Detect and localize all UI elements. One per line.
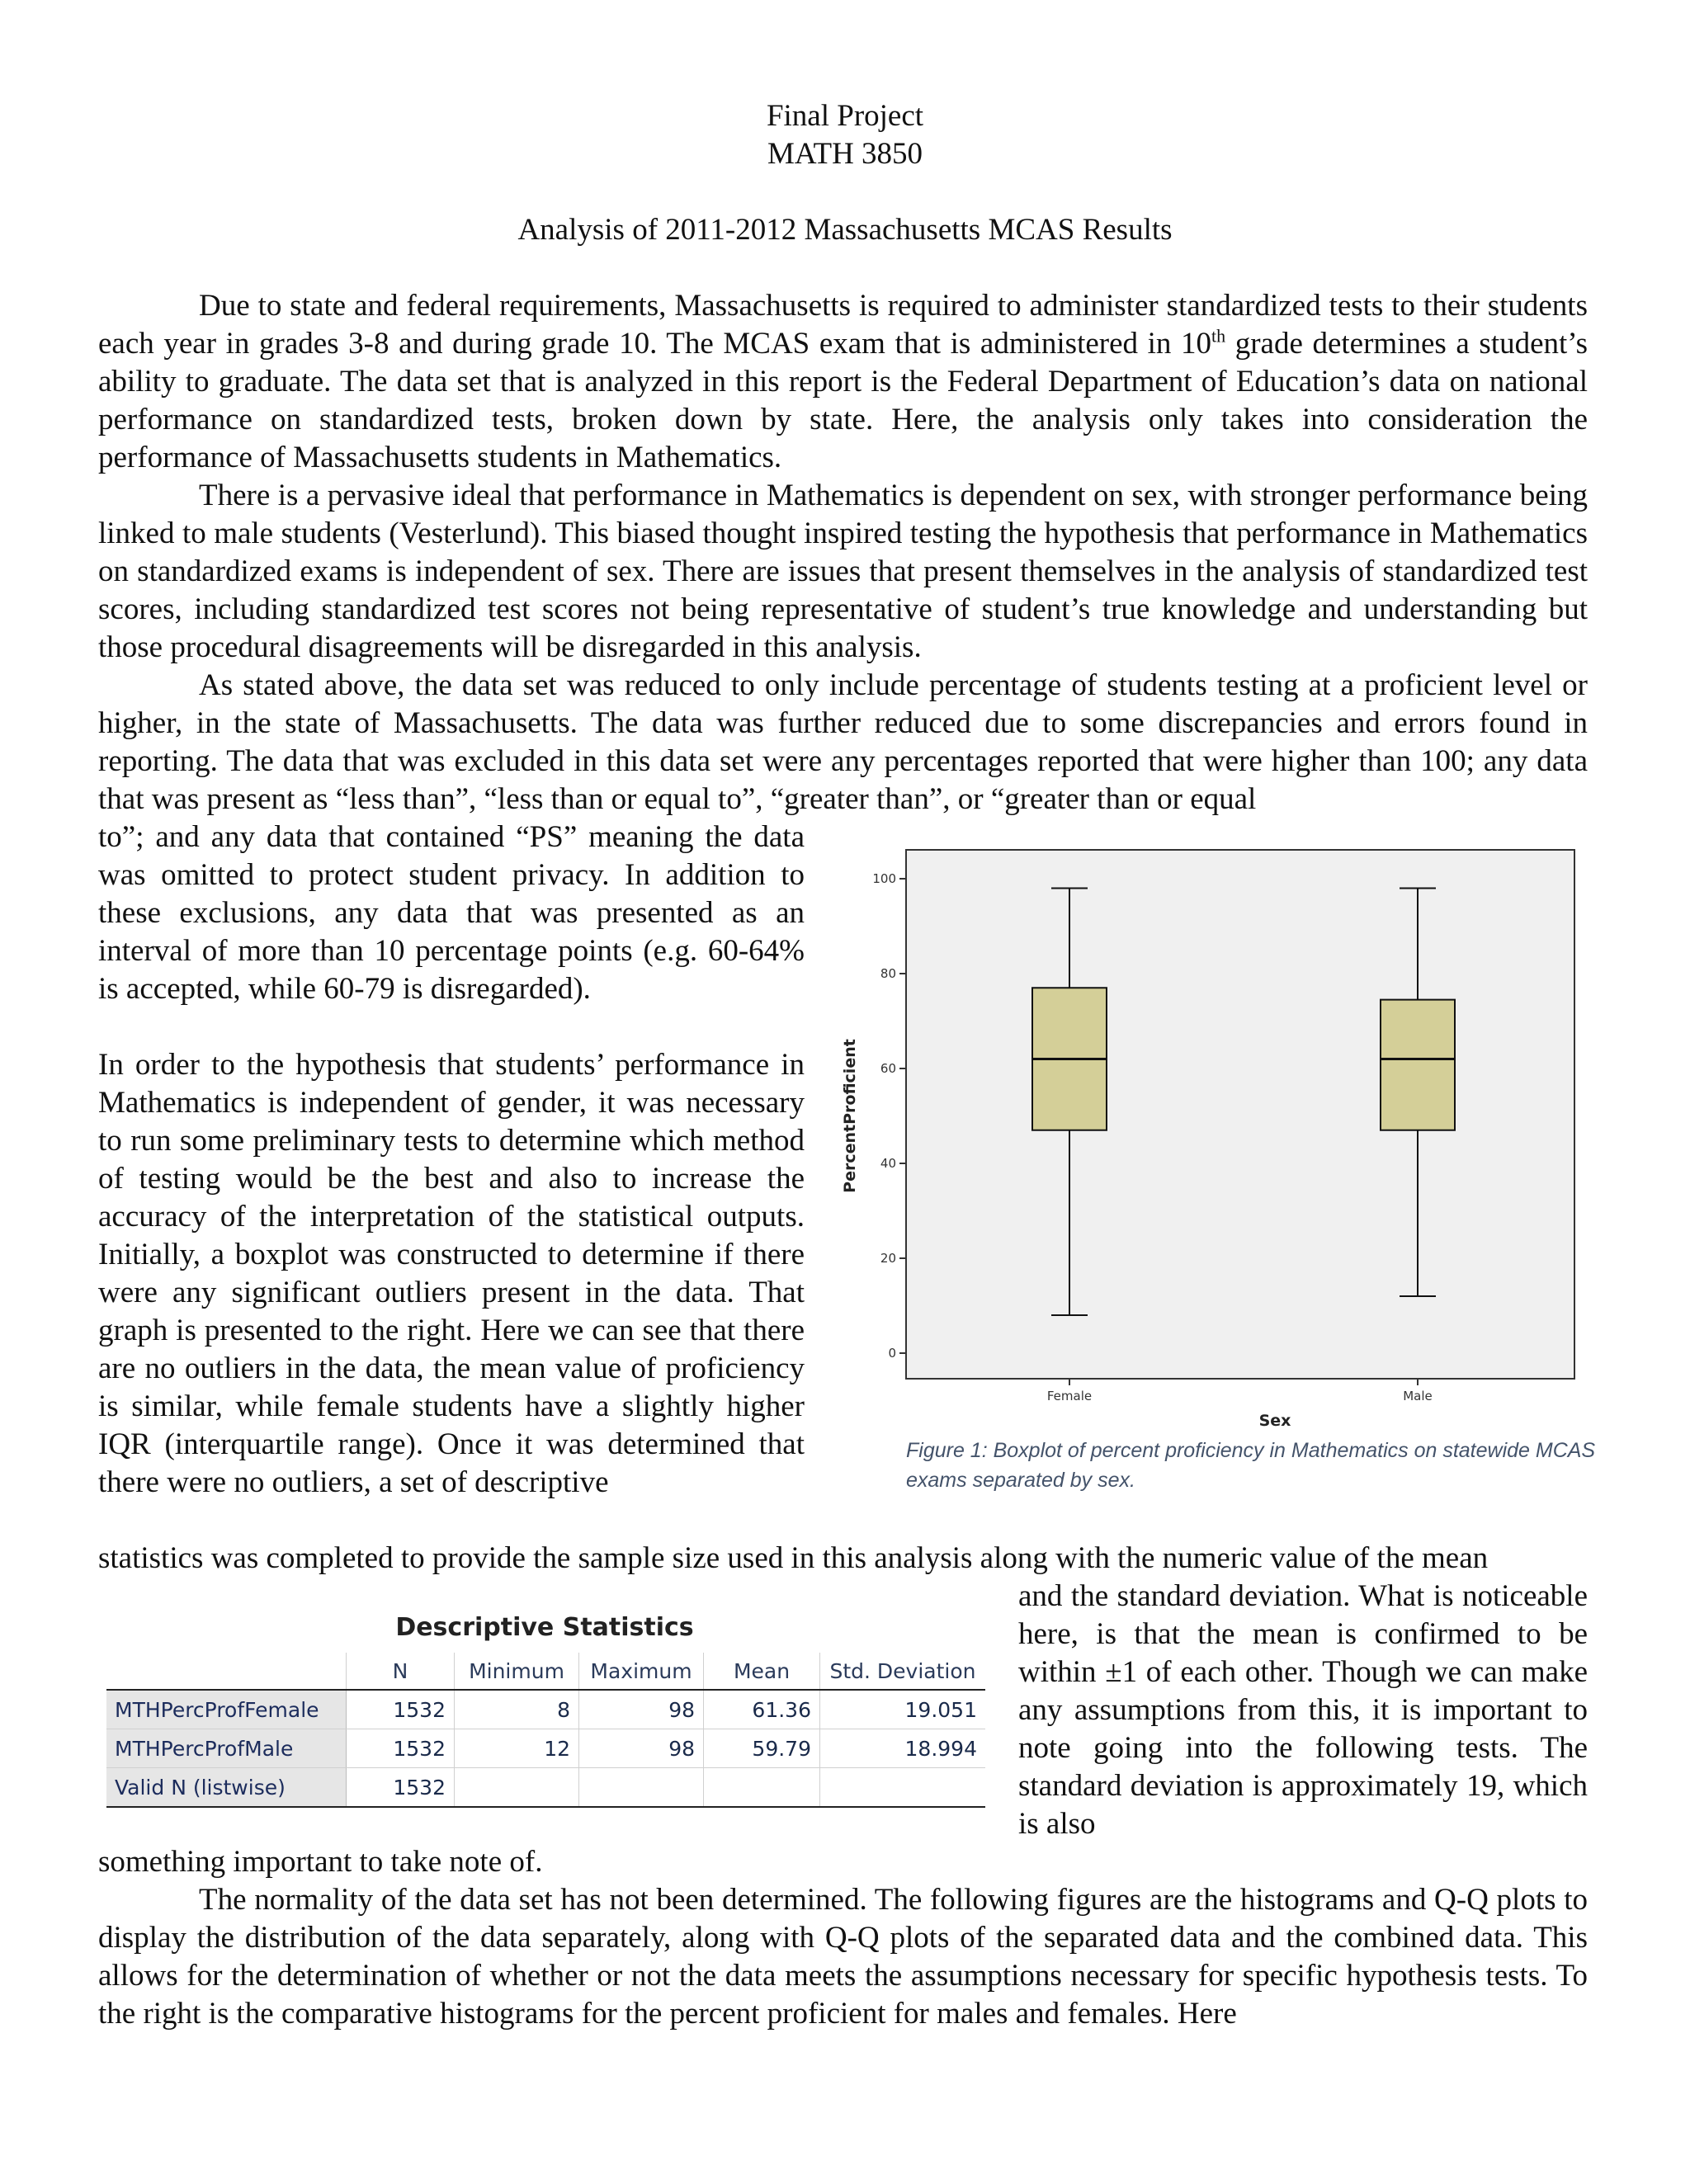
table-row — [106, 1690, 985, 1729]
x-axis-label: Sex — [1258, 1412, 1291, 1430]
table-cell: 61.36 — [704, 1690, 820, 1729]
x-tick-label-female: Female — [1046, 1389, 1093, 1403]
table-header-cell — [106, 1653, 347, 1690]
table-header-cell: Minimum — [455, 1653, 579, 1690]
table-cell: 19.051 — [820, 1690, 986, 1729]
box-male — [1381, 1000, 1455, 1130]
table-cell — [820, 1768, 986, 1808]
paragraph-4-right-column: and the standard deviation. What is noticeable here, is that the mean is confirmed to be within ±1 of each other. Though we can make any assumptions from this, it is important to note going into the following tests. The standard deviation is approximately 19, which is also — [1018, 1579, 1588, 1841]
table-header-row — [106, 1653, 985, 1690]
table-cell — [455, 1768, 579, 1808]
y-tick-label: 100 — [872, 871, 896, 886]
paragraph-1-text-a: Due to state and federal requirements, Massachusetts is required to administer standardized tests to their students each year in grades 3-8 and during grade 10. The MCAS exam that is administered in 10 — [98, 289, 1588, 361]
table-cell: 59.79 — [704, 1729, 820, 1768]
paragraph-2-text: There is a pervasive ideal that performance in Mathematics is dependent on sex, with stronger performance being linked to male students (Vesterlund). This biased thought inspired testing the hypothesis that performance in Mathematics on standardized exams is independent of sex. There are issues that present themselves in the analysis of standardized test scores, including standardized test scores not being representative of student’s true knowledge and understanding but those procedural disagreements will be disregarded in this analysis. — [98, 479, 1588, 664]
x-tick-label-male: Male — [1403, 1389, 1433, 1403]
paragraph-5 — [98, 1881, 1588, 2033]
paragraph-4-continued: statistics was completed to provide the sample size used in this analysis along with the numeric value of the mean — [98, 1541, 1489, 1575]
table-header-cell: Maximum — [579, 1653, 704, 1690]
table-cell: 1532 — [347, 1768, 455, 1808]
table-cell: 8 — [455, 1690, 579, 1729]
table-row-label: MTHPercProfMale — [106, 1729, 347, 1768]
report-title: Analysis of 2011-2012 Massachusetts MCAS Results — [517, 213, 1173, 247]
paragraph-4 — [98, 1046, 805, 1502]
paragraph-4-text: In order to the hypothesis that students’ performance in Mathematics is independent of gender, it was necessary to run some preliminary tests to determine which method of testing would be the best and also to increase the accuracy of the interpretation of the statistical outputs. Initially, a boxplot was constructed to determine if there were any significant outliers present in the data. That graph is presented to the right. Here we can see that there are no outliers in the data, the mean value of proficiency is similar, while female students have a slightly higher IQR (interquartile range). Once it was determined that there were no outliers, a set of descriptive — [98, 1048, 805, 1499]
paragraph-5-text: The normality of the data set has not been determined. The following figures are the histograms and Q-Q plots to display the distribution of the data separately, along with Q-Q plots of the separated data and the combined data. This allows for the determination of whether or not the data meets the assumptions necessary for specific hypothesis tests. To the right is the comparative histograms for the percent proficient for males and females. Here — [98, 1883, 1588, 2031]
y-tick-label: 40 — [880, 1156, 896, 1171]
y-tick-label: 0 — [888, 1346, 896, 1361]
table-row-label: Valid N (listwise) — [106, 1768, 347, 1808]
paragraph-2 — [98, 477, 1588, 667]
figure-caption: Figure 1: Boxplot of percent proficiency in Mathematics on statewide MCAS exams separated by sex. — [906, 1439, 1596, 1492]
paragraph-1 — [98, 287, 1588, 477]
y-tick-label: 60 — [880, 1061, 896, 1076]
table-cell: 1532 — [347, 1690, 455, 1729]
y-axis-label: PercentProficient — [841, 1039, 859, 1193]
paragraph-3-continued: to”; and any data that contained “PS” meaning the data was omitted to protect student privacy. In addition to these exclusions, any data that was presented as an interval of more than 10 percentage points (e.g. 60-64% is accepted, while 60-79 is disregarded). — [98, 820, 805, 1006]
paragraph-3 — [98, 667, 1588, 818]
table-cell: 98 — [579, 1729, 704, 1768]
table-header-cell: N — [347, 1653, 455, 1690]
y-tick-label: 20 — [880, 1251, 896, 1266]
paragraph-3-text: As stated above, the data set was reduced to only include percentage of students testing at a proficient level or higher, in the state of Massachusetts. The data was further reduced due to some discrepancies and errors found in reporting. The data that was excluded in this data set were any percentages reported that were higher than 100; any data that was present as “less than”, “less than or equal to”, “greater than”, or “greater than or equal — [98, 668, 1588, 816]
paragraph-4-end: something important to take note of. — [98, 1845, 543, 1879]
table-row — [106, 1768, 985, 1808]
header-line-2: MATH 3850 — [767, 137, 923, 171]
descriptive-statistics-title: Descriptive Statistics — [395, 1613, 694, 1642]
table-cell: 98 — [579, 1690, 704, 1729]
table-cell: 12 — [455, 1729, 579, 1768]
superscript-th: th — [1211, 325, 1226, 347]
boxplot-figure — [832, 840, 1588, 1434]
y-tick-label: 80 — [880, 966, 896, 981]
header-line-1: Final Project — [766, 99, 924, 133]
descriptive-statistics-table — [106, 1653, 985, 1808]
table-row — [106, 1729, 985, 1768]
table-cell: 18.994 — [820, 1729, 986, 1768]
table-header-cell: Mean — [704, 1653, 820, 1690]
table-cell — [704, 1768, 820, 1808]
table-header-cell: Std. Deviation — [820, 1653, 986, 1690]
plot-area — [906, 850, 1574, 1379]
table-cell — [579, 1768, 704, 1808]
table-row-label: MTHPercProfFemale — [106, 1690, 347, 1729]
table-cell: 1532 — [347, 1729, 455, 1768]
paragraph-1-text-b: grade determines a student’s ability to graduate. The data set that is analyzed in this report is the Federal Department of Education’s data on national performance on standardized tests, broken down by state. Here, the analysis only takes into consideration the performance of Massachusetts students in Mathematics. — [98, 327, 1588, 474]
